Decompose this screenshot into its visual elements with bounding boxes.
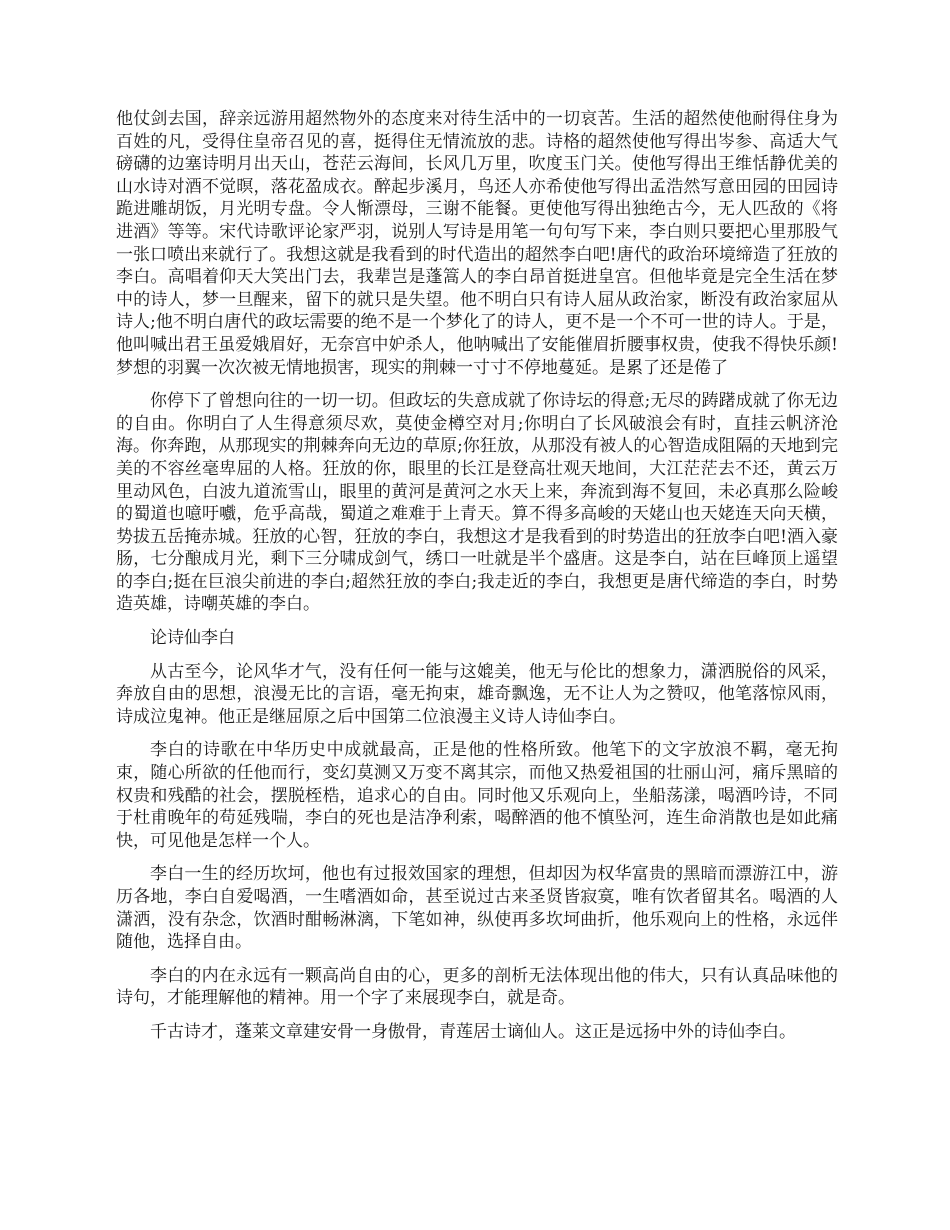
paragraph: 千古诗才，蓬莱文章建安骨一身傲骨，青莲居士谪仙人。这正是远扬中外的诗仙李白。: [150, 1021, 796, 1042]
paragraph: 你停下了曾想向往的一切一切。但政坛的失意成就了你诗坛的得意;无尽的踌躇成就了你无边的自由。你明白了人生得意须尽欢，莫使金樽空对月;你明白了长风破浪会有时，直挂云帆济沧海。你奔跑，从那现实的荆棘奔向无边的草原;你狂放，从那没有被人的心智造成阻隔的天地到完美的不容丝毫卑屈的人格。狂放的你，眼里的长江是登高壮观天地间，大江茫茫去不还，黄云万里动风色，白波九道流雪山，眼里的黄河是黄河之水天上来，奔流到海不复回，未必真那么险峻的蜀道也噫吁嚱，危乎高哉，蜀道之难难于上青天。算不得多高峻的天姥山也天姥连天向天横，势拔五岳掩赤城。狂放的心智，狂放的李白，我想这才是我看到的时势造出的狂放李白吧!酒入豪肠，七分酿成月光，剩下三分啸成剑气，绣口一吐就是半个盛唐。这是李白，站在巨峰顶上遥望的李白;挺在巨浪尖前进的李白;超然狂放的李白;我走近的李白，我想更是唐代缔造的李白，时势造英雄，诗嘲英雄的李白。: [116, 391, 838, 615]
paragraph: 李白的内在永远有一颗高尚自由的心，更多的剖析无法体现出他的伟大，只有认真品味他的诗句，才能理解他的精神。用一个字了来展现李白，就是奇。: [116, 965, 838, 1009]
paragraph: 李白的诗歌在中华历史中成就最高，正是他的性格所致。他笔下的文字放浪不羁，毫无拘束，随心所欲的任他而行，变幻莫测又万变不离其宗，而他又热爱祖国的壮丽山河，痛斥黑暗的权贵和残酷的社会，摆脱桎梏，追求心的自由。同时他又乐观向上，坐船荡漾，喝酒吟诗，不同于杜甫晚年的苟延残喘，李白的死也是洁净利索，喝醉酒的他不慎坠河，连生命消散也是如此痛快，可见他是怎样一个人。: [116, 740, 838, 851]
paragraph: 从古至今，论风华才气，没有任何一能与这媲美，他无与伦比的想象力，潇洒脱俗的风采，奔放自由的思想，浪漫无比的言语，毫无拘束，雄奇飘逸，无不让人为之赞叹，他笔落惊风雨，诗成泣鬼神。他正是继屈原之后中国第二位浪漫主义诗人诗仙李白。: [116, 661, 838, 727]
paragraph: 他仗剑去国，辞亲远游用超然物外的态度来对待生活中的一切哀苦。生活的超然使他耐得住身为百姓的凡，受得住皇帝召见的喜，挺得住无情流放的悲。诗格的超然使他写得出岑参、高适大气磅礴的边塞诗明月出天山，苍茫云海间，长风几万里，吹度玉门关。使他写得出王维恬静优美的山水诗对酒不觉暝，落花盈成衣。醉起步溪月，鸟还人亦希使他写得出孟浩然写意田园的田园诗跪进雕胡饭，月光明专盘。令人惭漂母，三谢不能餐。更使他写得出独绝古今，无人匹敌的《将进酒》等等。宋代诗歌评论家严羽，说别人写诗是用笔一句句写下来，李白则只要把心里那股气一张口喷出来就行了。我想这就是我看到的时代造出的超然李白吧!唐代的政治环境缔造了狂放的李白。高唱着仰天大笑出门去，我辈岂是蓬篙人的李白昂首挺进皇宫。但他毕竟是完全生活在梦中的诗人，梦一旦醒来，留下的就只是失望。他不明白只有诗人屈从政治家，断没有政治家屈从诗人;他不明白唐代的政坛需要的绝不是一个梦化了的诗人，更不是一个不可一世的诗人。于是，他叫喊出君王虽爱娥眉好，无奈宫中妒杀人，他呐喊出了安能催眉折腰事权贵，使我不得快乐颜!梦想的羽翼一次次被无情地损害，现实的荆棘一寸寸不停地蔓延。是累了还是倦了: [116, 109, 838, 378]
paragraph: 李白一生的经历坎坷，他也有过报效国家的理想，但却因为权华富贵的黑暗而漂游江中，游历各地，李白自爱喝酒，一生嗜酒如命，甚至说过古来圣贤皆寂寞，唯有饮者留其名。喝酒的人潇洒，没有杂念，饮酒时酣畅淋漓，下笔如神，纵使再多坎坷曲折，他乐观向上的性格，永远伴随他，选择自由。: [116, 864, 838, 953]
document-body: [116, 108, 838, 1055]
section-title: 论诗仙李白: [150, 628, 235, 649]
